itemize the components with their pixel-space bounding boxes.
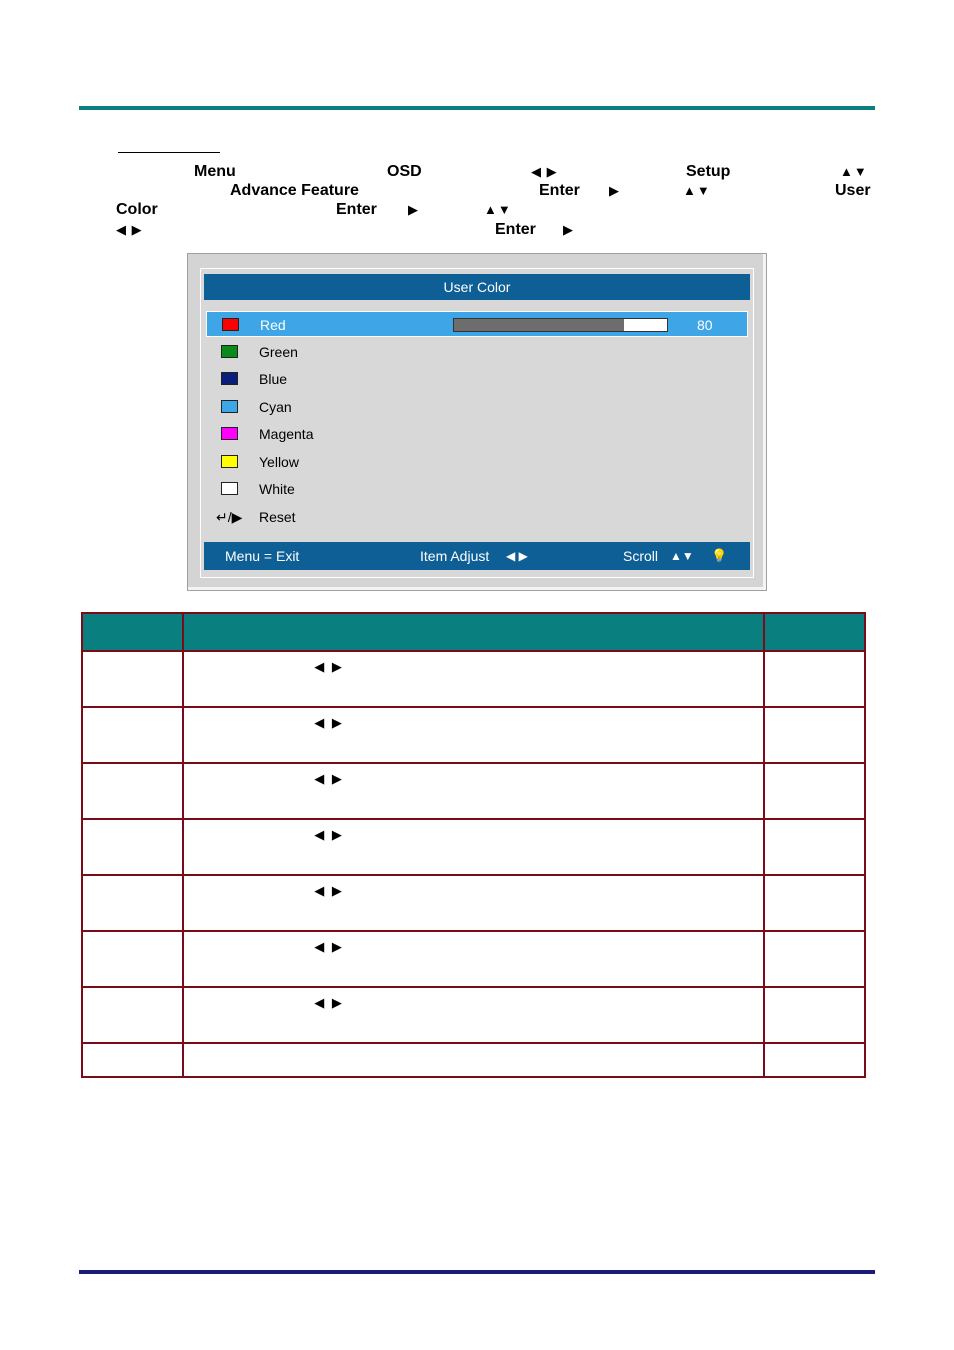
- table-row: [82, 707, 865, 763]
- up-down-arrows-icon: ▲▼: [670, 549, 694, 563]
- instr-enter: Enter: [336, 201, 377, 218]
- table-cell: [82, 875, 183, 931]
- table-row: [82, 931, 865, 987]
- left-right-arrows-icon: ◀ ▶: [314, 827, 344, 842]
- osd-item-blue[interactable]: [206, 366, 748, 392]
- osd-item-label: Cyan: [259, 399, 292, 415]
- table-cell: [764, 707, 865, 763]
- table-cell: [764, 1043, 865, 1077]
- right-arrow-icon: ▶: [563, 222, 574, 237]
- table-cell: [183, 931, 763, 987]
- up-down-arrows-icon: ▲▼: [683, 183, 711, 198]
- table-cell: [82, 819, 183, 875]
- level-slider[interactable]: [453, 318, 668, 332]
- osd-item-cyan[interactable]: [206, 394, 748, 420]
- slider-value: 80: [697, 317, 713, 333]
- osd-item-label: Green: [259, 344, 298, 360]
- osd-item-label: Yellow: [259, 454, 299, 470]
- table-cell: [764, 931, 865, 987]
- osd-item-white[interactable]: [206, 476, 748, 502]
- osd-item-green[interactable]: [206, 339, 748, 365]
- instr-menu: Menu: [194, 163, 236, 180]
- footer-rule: [79, 1270, 875, 1274]
- instr-advance-feature: Advance Feature: [230, 182, 359, 199]
- instr-enter: Enter: [539, 182, 580, 199]
- up-down-arrows-icon: ▲▼: [484, 202, 512, 217]
- osd-item-label: Magenta: [259, 426, 314, 442]
- table-header-cell: [82, 613, 183, 651]
- table-cell: [82, 987, 183, 1043]
- osd-footer: [204, 542, 750, 570]
- table-cell: [82, 931, 183, 987]
- section-heading-underline: [118, 152, 220, 153]
- table-cell: [764, 875, 865, 931]
- table-cell: [183, 707, 763, 763]
- left-right-arrows-icon: ◀ ▶: [506, 549, 528, 563]
- osd-item-yellow[interactable]: [206, 449, 748, 475]
- color-swatch-icon: [222, 318, 239, 331]
- left-right-arrows-icon: ◀ ▶: [314, 995, 344, 1010]
- table-cell: [183, 875, 763, 931]
- color-swatch-icon: [221, 427, 238, 440]
- left-right-arrows-icon: ◀ ▶: [531, 164, 558, 179]
- right-arrow-icon: ▶: [408, 202, 419, 217]
- footer-item-adjust-hint: Item Adjust: [420, 548, 490, 564]
- footer-scroll-hint: Scroll: [623, 548, 659, 564]
- instr-osd: OSD: [387, 163, 422, 180]
- left-right-arrows-icon: ◀ ▶: [314, 659, 344, 674]
- table-cell: [764, 763, 865, 819]
- table-cell: [82, 763, 183, 819]
- table-row: [82, 987, 865, 1043]
- osd-title: User Color: [204, 274, 750, 300]
- bulb-icon: 💡: [711, 548, 728, 563]
- table-header-row: [82, 613, 865, 651]
- table-row: [82, 651, 865, 707]
- instr-color: Color: [116, 201, 158, 218]
- color-swatch-icon: [221, 455, 238, 468]
- osd-item-label: Red: [260, 317, 286, 333]
- osd-item-reset[interactable]: [206, 504, 748, 530]
- header-rule: [79, 106, 875, 110]
- osd-item-label: Blue: [259, 371, 288, 387]
- table-cell: [183, 1043, 763, 1077]
- color-swatch-icon: [221, 345, 238, 358]
- table-cell: [183, 651, 763, 707]
- table-cell: [82, 651, 183, 707]
- color-swatch-icon: [221, 482, 238, 495]
- enter-right-icon: ↵/▶: [216, 509, 243, 525]
- footer-exit-hint: Menu = Exit: [225, 548, 300, 564]
- table-row: [82, 1043, 865, 1077]
- left-right-arrows-icon: ◀ ▶: [314, 883, 344, 898]
- table-row: [82, 875, 865, 931]
- left-right-arrows-icon: ◀ ▶: [314, 771, 344, 786]
- table-cell: [183, 819, 763, 875]
- table-cell: [764, 651, 865, 707]
- table-cell: [183, 987, 763, 1043]
- instr-enter: Enter: [495, 221, 536, 238]
- color-swatch-icon: [221, 372, 238, 385]
- right-arrow-icon: ▶: [609, 183, 620, 198]
- table-cell: [82, 707, 183, 763]
- left-right-arrows-icon: ◀ ▶: [314, 939, 344, 954]
- table-cell: [82, 1043, 183, 1077]
- table-cell: [183, 763, 763, 819]
- left-right-arrows-icon: ◀ ▶: [116, 222, 143, 237]
- user-color-table: [81, 612, 866, 1078]
- instr-setup: Setup: [686, 163, 731, 180]
- table-header-cell: [183, 613, 763, 651]
- table-cell: [764, 987, 865, 1043]
- color-swatch-icon: [221, 400, 238, 413]
- osd-item-label: Reset: [259, 509, 296, 525]
- table-cell: [764, 819, 865, 875]
- table-row: [82, 763, 865, 819]
- table-row: [82, 819, 865, 875]
- osd-item-red[interactable]: [206, 311, 748, 337]
- table-header-cell: [764, 613, 865, 651]
- osd-item-label: White: [259, 481, 295, 497]
- slider-fill: [454, 319, 624, 331]
- left-right-arrows-icon: ◀ ▶: [314, 715, 344, 730]
- up-down-arrows-icon: ▲▼: [840, 164, 868, 179]
- osd-item-magenta[interactable]: [206, 421, 748, 447]
- instr-user: User: [835, 182, 871, 199]
